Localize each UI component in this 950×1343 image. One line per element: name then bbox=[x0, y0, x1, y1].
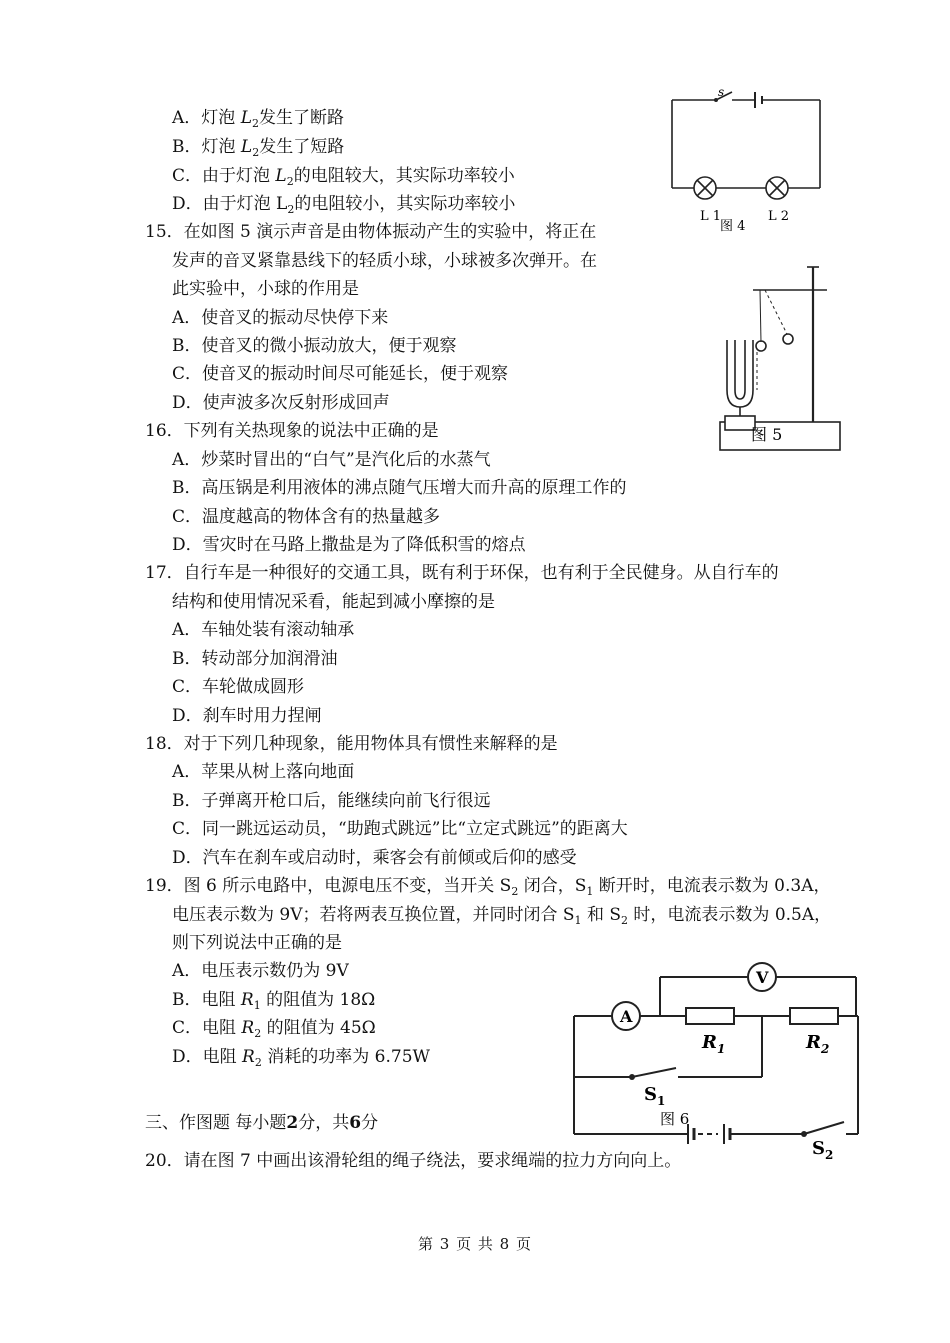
q19-stem-2: 电压表示数为 9V；若将两表互换位置，并同时闭合 $S_1$ 和 $S_2$ 时，电流表示数为 0.5A， bbox=[172, 905, 832, 927]
fig6-caption: 图 6 bbox=[660, 1110, 690, 1128]
q17-option-c: C．车轮做成圆形 bbox=[172, 677, 305, 697]
fig6-r1-label: $R_1$ bbox=[702, 1032, 726, 1056]
q17-stem-1: 17．自行车是一种很好的交通工具，既有利于环保，也有利于全民健身。从自行车的 bbox=[145, 563, 779, 583]
q15-option-a: A．使音叉的振动尽快停下来 bbox=[172, 308, 389, 328]
q18-option-d: D．汽车在刹车或启动时，乘客会有前倾或后仰的感受 bbox=[172, 848, 577, 868]
q18-option-b: B．子弹离开枪口后，能继续向前飞行很远 bbox=[172, 791, 491, 811]
fig4-l2-label: L 2 bbox=[768, 209, 790, 224]
q15-option-b: B．使音叉的微小振动放大，便于观察 bbox=[172, 336, 457, 356]
q14-option-c: C．由于灯泡 $L_2$的电阻较大，其实际功率较小 bbox=[172, 166, 515, 188]
figure-5-tuning-fork bbox=[715, 262, 845, 454]
q19-stem-1: 19．图 6 所示电路中，电源电压不变，当开关 $S_2$ 闭合，$S_1$ 断开时，电流表示数为 0.3A， bbox=[145, 876, 831, 898]
q14-option-b: B．灯泡 $L_2$发生了短路 bbox=[172, 137, 345, 159]
q16-option-a: A．炒菜时冒出的“白气”是汽化后的水蒸气 bbox=[172, 450, 491, 470]
figure-4-circuit bbox=[660, 85, 830, 238]
q16-option-b: B．高压锅是利用液体的沸点随气压增大而升高的原理工作的 bbox=[172, 478, 627, 498]
q19-option-b: B．电阻 $R_1$ 的阻值为 18Ω bbox=[172, 990, 376, 1012]
q16-stem: 16．下列有关热现象的说法中正确的是 bbox=[145, 421, 439, 441]
q17-stem-2: 结构和使用情况采看，能起到减小摩擦的是 bbox=[172, 592, 495, 612]
q19-option-a: A．电压表示数仍为 9V bbox=[172, 961, 349, 981]
q19-option-d: D．电阻 $R_2$ 消耗的功率为 6.75W bbox=[172, 1047, 430, 1069]
q14-option-d: D．由于灯泡 $L_2$的电阻较小，其实际功率较小 bbox=[172, 194, 516, 216]
q17-option-d: D．刹车时用力捏闸 bbox=[172, 706, 322, 726]
fig4-switch-label: s bbox=[718, 85, 725, 99]
q20-stem: 20．请在图 7 中画出该滑轮组的绳子绕法，要求绳端的拉力方向向上。 bbox=[145, 1151, 682, 1171]
q15-stem-1: 15．在如图 5 演示声音是由物体振动产生的实验中，将正在 bbox=[145, 222, 597, 242]
q18-option-c: C．同一跳远运动员，“助跑式跳远”比“立定式跳远”的距离大 bbox=[172, 819, 628, 839]
q17-option-b: B．转动部分加润滑油 bbox=[172, 649, 338, 669]
figure-6-circuit bbox=[568, 962, 868, 1162]
q19-option-c: C．电阻 $R_2$ 的阻值为 45Ω bbox=[172, 1018, 376, 1040]
q18-stem: 18．对于下列几种现象，能用物体具有惯性来解释的是 bbox=[145, 734, 558, 754]
q15-stem-3: 此实验中，小球的作用是 bbox=[172, 279, 359, 299]
fig6-ammeter-label: A bbox=[620, 1007, 633, 1026]
q16-option-d: D．雪灾时在马路上撒盐是为了降低积雪的熔点 bbox=[172, 535, 526, 555]
q15-option-d: D．使声波多次反射形成回声 bbox=[172, 393, 390, 413]
q14-option-a: A．灯泡 $L_2$发生了断路 bbox=[172, 108, 344, 130]
fig6-s1-label: $S_1$ bbox=[644, 1084, 666, 1108]
fig4-caption: 图 4 bbox=[720, 219, 746, 234]
q17-option-a: A．车轴处装有滚动轴承 bbox=[172, 620, 355, 640]
q19-stem-3: 则下列说法中正确的是 bbox=[172, 933, 342, 953]
fig6-r2-label: $R_2$ bbox=[806, 1032, 830, 1056]
page-footer: 第 3 页 共 8 页 bbox=[418, 1235, 532, 1253]
q15-stem-2: 发声的音叉紧靠悬线下的轻质小球，小球被多次弹开。在 bbox=[172, 251, 597, 271]
fig6-s2-label: $S_2$ bbox=[812, 1138, 834, 1162]
fig5-caption: 图 5 bbox=[751, 425, 783, 444]
section-3-heading: 三、作图题 每小题2分，共6分 bbox=[145, 1113, 379, 1133]
q16-option-c: C．温度越高的物体含有的热量越多 bbox=[172, 507, 441, 527]
q15-option-c: C．使音叉的振动时间尽可能延长，便于观察 bbox=[172, 364, 509, 384]
fig6-voltmeter-label: V bbox=[756, 968, 769, 987]
q18-option-a: A．苹果从树上落向地面 bbox=[172, 762, 355, 782]
fig4-l1-label: L 1 bbox=[700, 209, 722, 224]
